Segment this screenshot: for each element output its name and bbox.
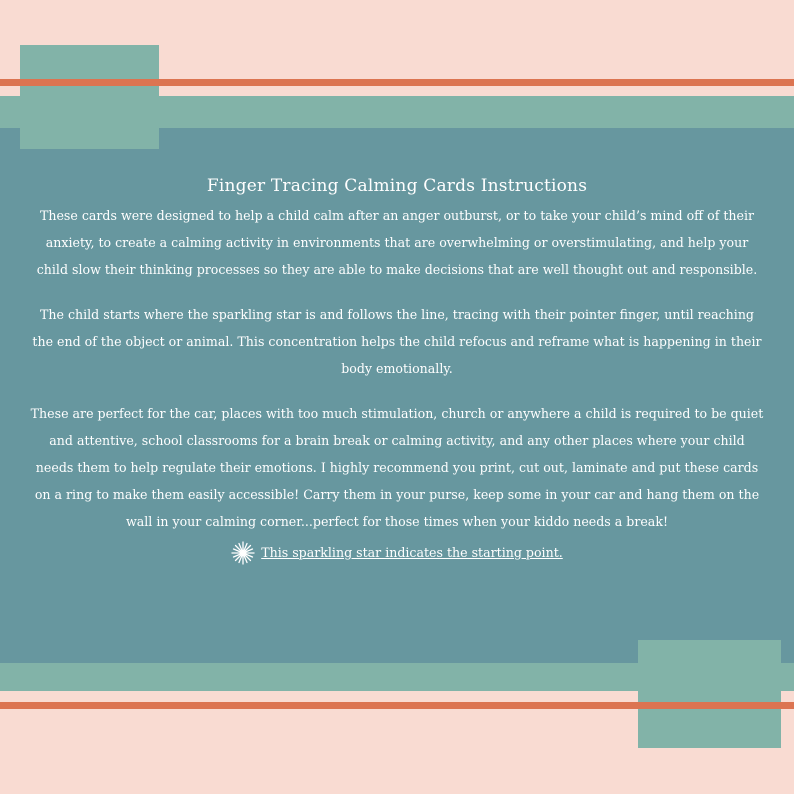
top-left-square — [20, 45, 159, 149]
bottom-stripe — [0, 702, 794, 709]
paragraph-spacer — [30, 382, 764, 400]
paragraph-purpose: These cards were designed to help a child calm after an anger outburst, or to take your child’s mind off of their anxiety, to create a calming activity in environments that are overwhelming or overstimulating, and help your child slow their thinking processes so they are able to make decisions that are well thought out and responsible. — [36, 208, 758, 277]
paragraph-usage: These are perfect for the car, places with too much stimulation, church or anywhere a child is required to be quiet and attentive, school classrooms for a brain break or calming activity, and any other places where your child needs them to help regulate their emotions. I highly recommend you print, cut out, laminate and put these cards on a ring to make them easily accessible! Carry them in your purse, keep some in your car and hang them on the wall in your calming corner...perfect for those times when your kiddo needs a break! — [30, 406, 764, 529]
legend-text: This sparkling star indicates the starting point. — [261, 545, 563, 560]
sparkle-star-icon — [231, 541, 255, 565]
paragraph-how-to: The child starts where the sparkling star is and follows the line, tracing with their pointer finger, until reaching the end of the object or animal. This concentration helps the child refocus and reframe what is happening in their body emotionally. — [32, 307, 762, 376]
star-legend — [30, 541, 764, 565]
instructions-content — [30, 176, 764, 565]
top-stripe — [0, 79, 794, 86]
page-title: Finger Tracing Calming Cards Instructions — [206, 176, 588, 196]
paragraph-spacer — [30, 283, 764, 301]
bottom-right-square — [638, 640, 781, 748]
